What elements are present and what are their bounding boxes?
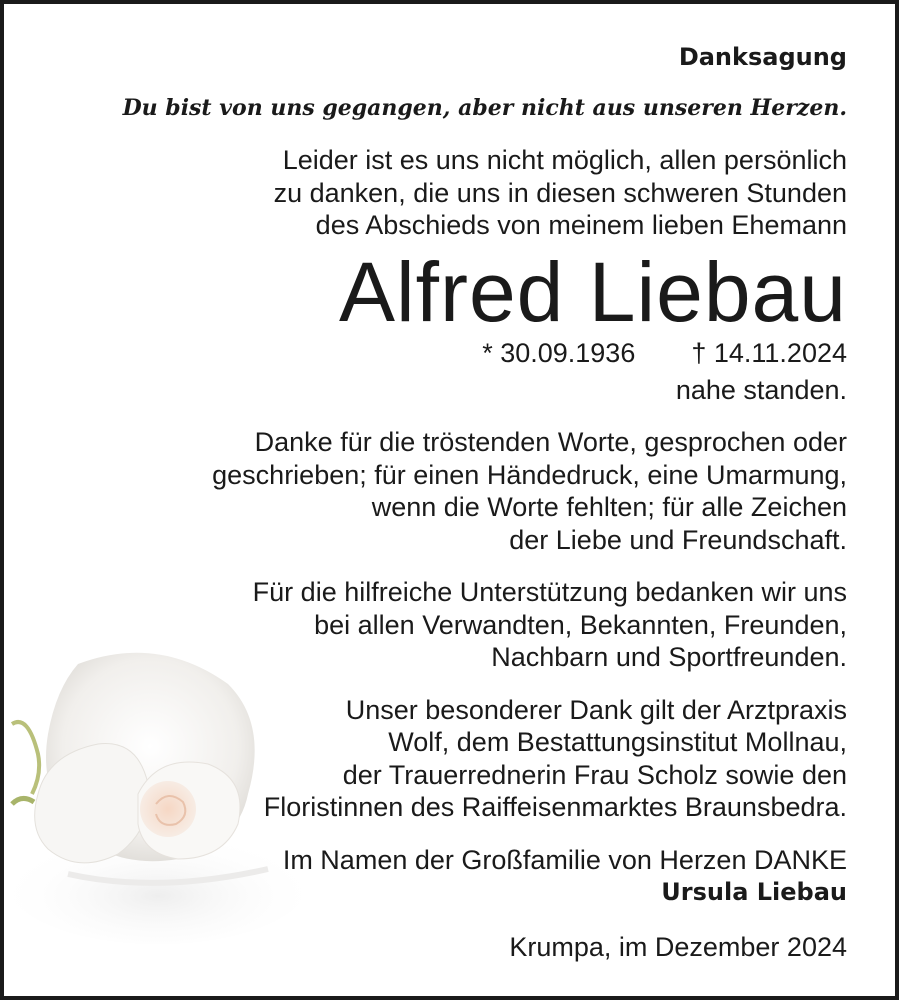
intro-paragraph <box>44 144 847 242</box>
motto-line: Du bist von uns gegangen, aber nicht aus unseren Herzen. <box>122 95 847 121</box>
special-line: Unser besonderer Dank gilt der Arztpraxis <box>345 694 847 725</box>
support-line: Für die hilfreiche Unterstützung bedanken wir uns <box>252 577 847 607</box>
special-thanks-paragraph <box>44 694 847 824</box>
life-dates <box>44 336 847 370</box>
closing-line: Im Namen der Großfamilie von Herzen DANKE <box>282 844 847 875</box>
special-line: der Trauerrednerin Frau Scholz sowie den <box>342 759 847 790</box>
support-line: bei allen Verwandten, Bekannten, Freunden, <box>314 609 847 640</box>
notice-content <box>44 40 847 963</box>
thanks-line: Danke für die tröstenden Worte, gesprochen oder <box>254 427 847 457</box>
support-line: Nachbarn und Sportfreunden. <box>491 642 847 672</box>
notice-heading: Danksagung <box>678 43 847 71</box>
thanks-line: der Liebe und Freundschaft. <box>509 524 847 555</box>
intro-line: des Abschieds von meinem lieben Ehemann <box>315 210 847 240</box>
signer-name: Ursula Liebau <box>661 878 847 906</box>
thanks-line: geschrieben; für einen Händedruck, eine Umarmung, <box>212 459 847 490</box>
intro-line: zu danken, die uns in diesen schweren Stunden <box>273 177 847 208</box>
intro-line: Leider ist es uns nicht möglich, allen persönlich <box>282 145 847 175</box>
support-paragraph <box>44 576 847 674</box>
closing-block <box>44 844 847 909</box>
special-line: Wolf, dem Bestattungsinstitut Mollnau, <box>388 727 847 757</box>
deceased-name: Alfred Liebau <box>338 244 847 339</box>
intro-end: nahe standen. <box>675 374 847 405</box>
thanks-line: wenn die Worte fehlten; für alle Zeichen <box>371 492 847 522</box>
thanks-paragraph <box>44 426 847 556</box>
special-line: Floristinnen des Raiffeisenmarktes Braunsbedra. <box>263 792 847 822</box>
death-date: † 14.11.2024 <box>691 337 847 368</box>
birth-date: * 30.09.1936 <box>482 337 636 368</box>
place-and-date: Krumpa, im Dezember 2024 <box>509 931 847 962</box>
